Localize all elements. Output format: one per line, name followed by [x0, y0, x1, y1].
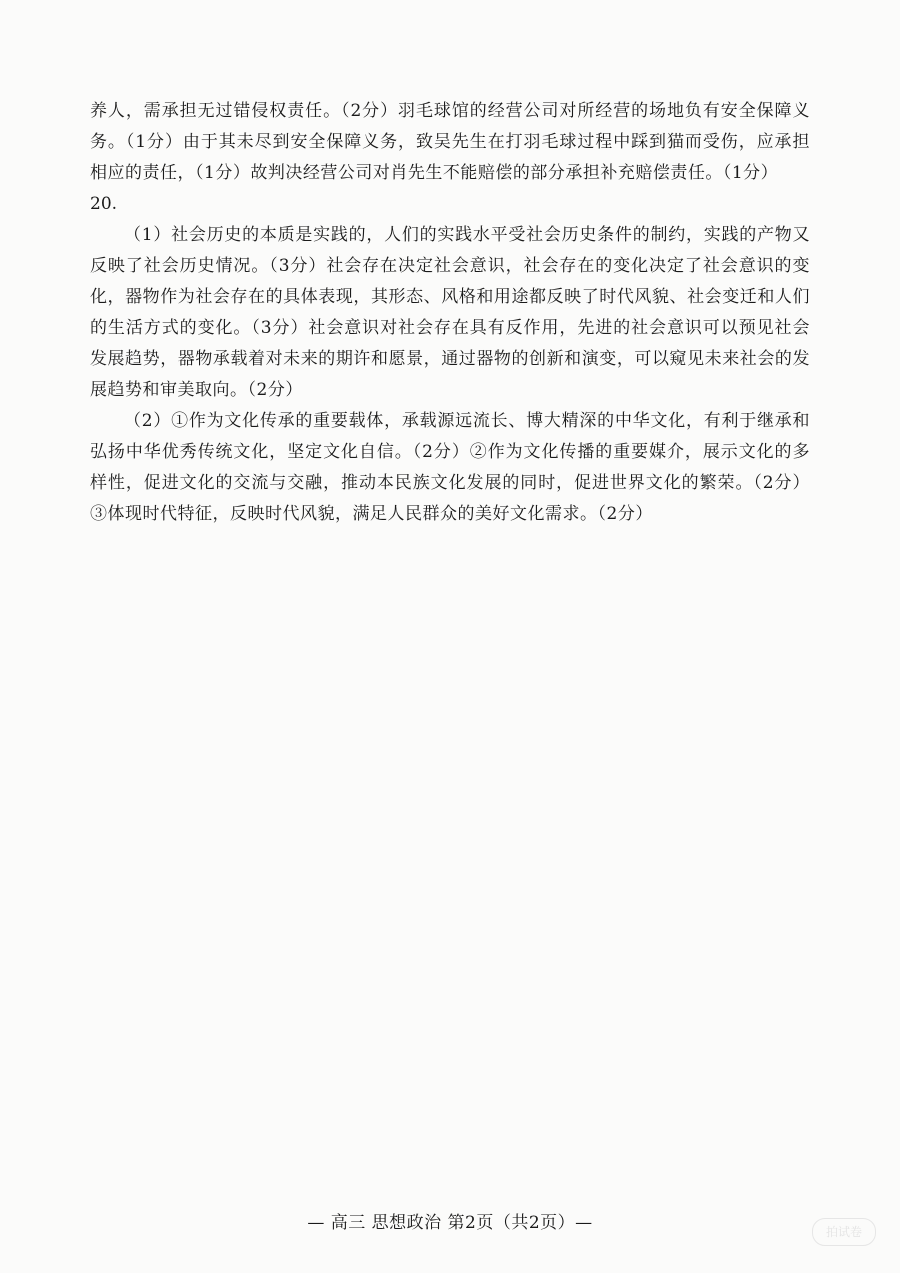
answer-part-1: （1）社会历史的本质是实践的，人们的实践水平受社会历史条件的制约，实践的产物又反映了社会历史情况。（3分）社会存在决定社会意识，社会存在的变化决定了社会意识的变化，器物作为社会存在的具体表现，其形态、风格和用途都反映了时代风貌、社会变迁和人们的生活方式的变化。（3分）社会意识对社会存在具有反作用，先进的社会意识可以预见社会发展趋势，器物承载着对未来的期许和愿景，通过器物的创新和演变，可以窥见未来社会的发展趋势和审美取向。（2分） [90, 225, 810, 400]
continued-answer-paragraph: 养人，需承担无过错侵权责任。（2分）羽毛球馆的经营公司对所经营的场地负有安全保障义务。（1分）由于其未尽到安全保障义务，致吴先生在打羽毛球过程中踩到猫而受伤，应承担相应的责任，（1分）故判决经营公司对肖先生不能赔偿的部分承担补充赔偿责任。（1分） [90, 101, 810, 183]
answer-part-2: （2）①作为文化传承的重要载体，承载源远流长、博大精深的中华文化，有利于继承和弘扬中华优秀传统文化，坚定文化自信。（2分）②作为文化传播的重要媒介，展示文化的多样性，促进文化的交流与交融，推动本民族文化发展的同时，促进世界文化的繁荣。（2分）③体现时代特征，反映时代风貌，满足人民群众的美好文化需求。（2分） [90, 411, 810, 524]
answer-content [90, 96, 810, 530]
question-number: 20. [90, 194, 118, 214]
page-footer: — 高三 思想政治 第2页（共2页）— [307, 1213, 593, 1233]
watermark-logo: 拍试卷 [812, 1218, 876, 1246]
